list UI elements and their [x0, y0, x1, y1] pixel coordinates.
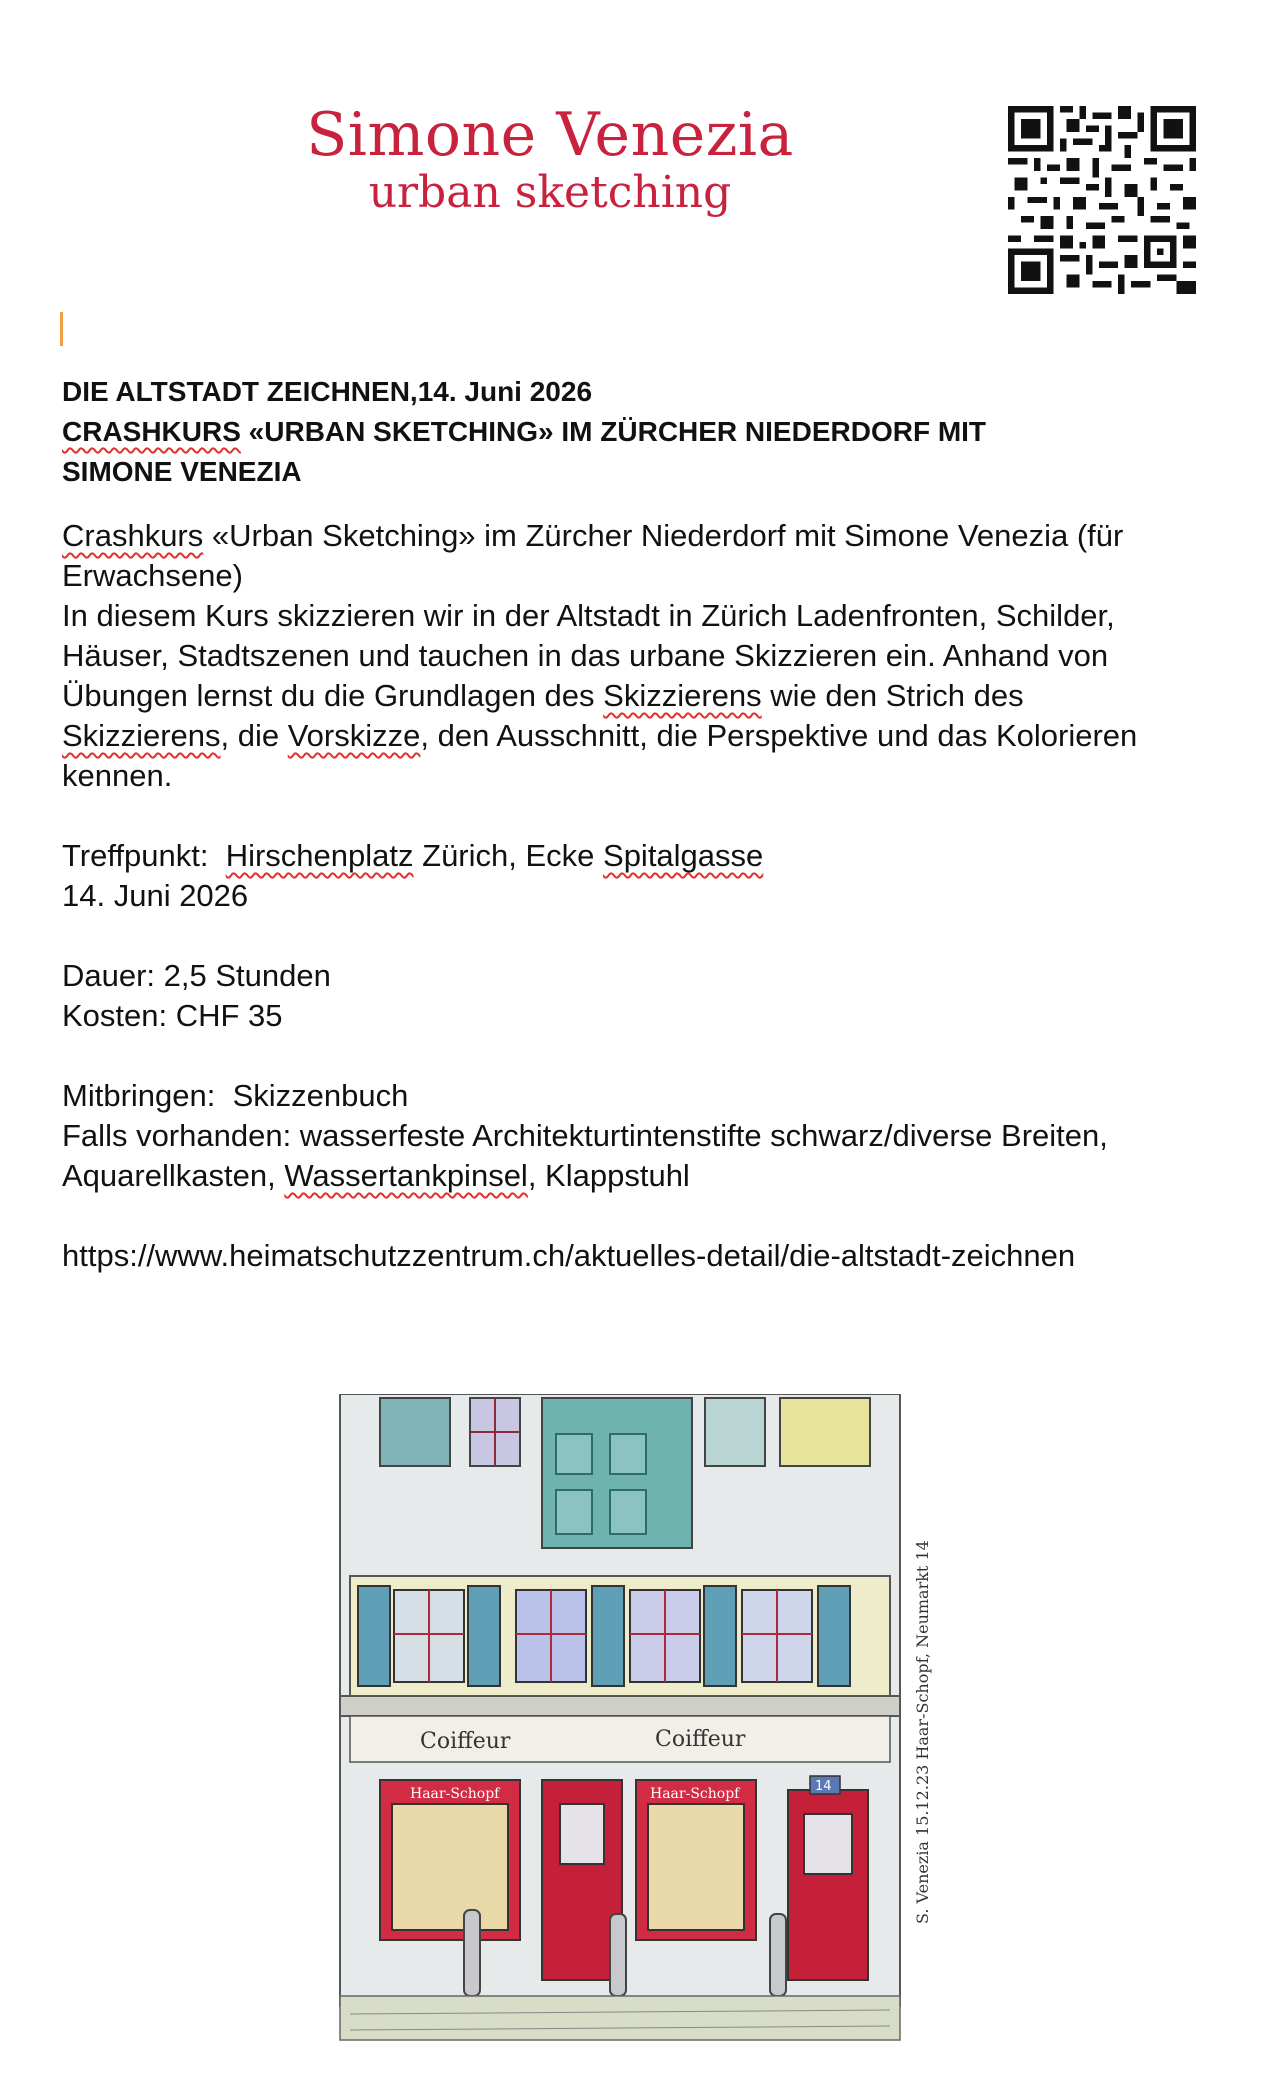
headline-line-1: DIE ALTSTADT ZEICHNEN,14. Juni 2026 — [62, 376, 593, 407]
event-description — [62, 516, 1212, 1276]
spellcheck-word: Hirschenplatz — [225, 838, 414, 873]
spellcheck-word: Skizzierens — [62, 718, 221, 753]
intro-text: «Urban Sketching» im Zürcher Niederdorf mit Simone Venezia (für — [203, 518, 1124, 553]
intro-line — [62, 516, 1212, 556]
meeting-label: Treffpunkt: — [62, 838, 226, 873]
intro-text: Übungen lernst du die Grundlagen des — [62, 678, 604, 713]
spellcheck-word: Vorskizze — [287, 718, 421, 753]
event-date: 14. Juni 2026 — [62, 878, 249, 913]
shopfront-sketch — [310, 1394, 944, 2044]
brand-name: Simone Venezia — [306, 100, 794, 170]
text-cursor — [60, 312, 63, 346]
cost: Kosten: CHF 35 — [62, 998, 283, 1033]
meeting-point — [62, 836, 1212, 876]
intro-line — [62, 676, 1212, 716]
spellcheck-word: Wassertankpinsel — [284, 1158, 528, 1193]
brand-subtitle: urban sketching — [368, 167, 732, 218]
spellcheck-word: CRASHKURS — [62, 416, 241, 447]
artist-signature: S. Venezia 15.12.23 Haar-Schopf, Neumarkt 14 — [913, 1540, 932, 1924]
intro-text: , den Ausschnitt, die Perspektive und das Kolorieren — [420, 718, 1138, 753]
intro-line: In diesem Kurs skizzieren wir in der Altstadt in Zürich Ladenfronten, Schilder, — [62, 598, 1115, 633]
door-number: 14 — [815, 1779, 832, 1794]
bring-optional — [62, 1156, 1212, 1196]
intro-line: Häuser, Stadtszenen und tauchen in das urbane Skizzieren ein. Anhand von — [62, 638, 1109, 673]
bring-line: Mitbringen: Skizzenbuch — [62, 1078, 409, 1113]
intro-line: Erwachsene) — [62, 558, 243, 593]
event-url: https://www.heimatschutzzentrum.ch/aktuelles-detail/die-altstadt-zeichnen — [62, 1238, 1076, 1273]
qr-code-icon — [1008, 106, 1196, 294]
spellcheck-word: Skizzierens — [603, 678, 762, 713]
brand-logo — [300, 100, 800, 218]
shop-label-left: Haar-Schopf — [410, 1786, 500, 1802]
headline-line-2 — [62, 412, 1202, 452]
bring-text: , Klappstuhl — [527, 1158, 690, 1193]
headline-line-3: SIMONE VENEZIA — [62, 456, 302, 487]
headline-line-2-rest: «URBAN SKETCHING» IM ZÜRCHER NIEDERDORF MIT — [240, 416, 987, 447]
intro-line — [62, 716, 1212, 756]
bring-text: Aquarellkasten, — [62, 1158, 285, 1193]
sign-right: Coiffeur — [655, 1727, 746, 1752]
bring-optional: Falls vorhanden: wasserfeste Architekturtintenstifte schwarz/diverse Breiten, — [62, 1118, 1108, 1153]
intro-text: , die — [220, 718, 288, 753]
intro-text: wie den Strich des — [761, 678, 1024, 713]
spellcheck-word: Crashkurs — [62, 518, 204, 553]
event-headline — [62, 372, 1202, 492]
intro-line: kennen. — [62, 758, 173, 793]
shop-label-right: Haar-Schopf — [650, 1786, 740, 1802]
spellcheck-word: Spitalgasse — [603, 838, 764, 873]
duration: Dauer: 2,5 Stunden — [62, 958, 331, 993]
meeting-text: Zürich, Ecke — [413, 838, 604, 873]
sign-left: Coiffeur — [420, 1729, 511, 1754]
